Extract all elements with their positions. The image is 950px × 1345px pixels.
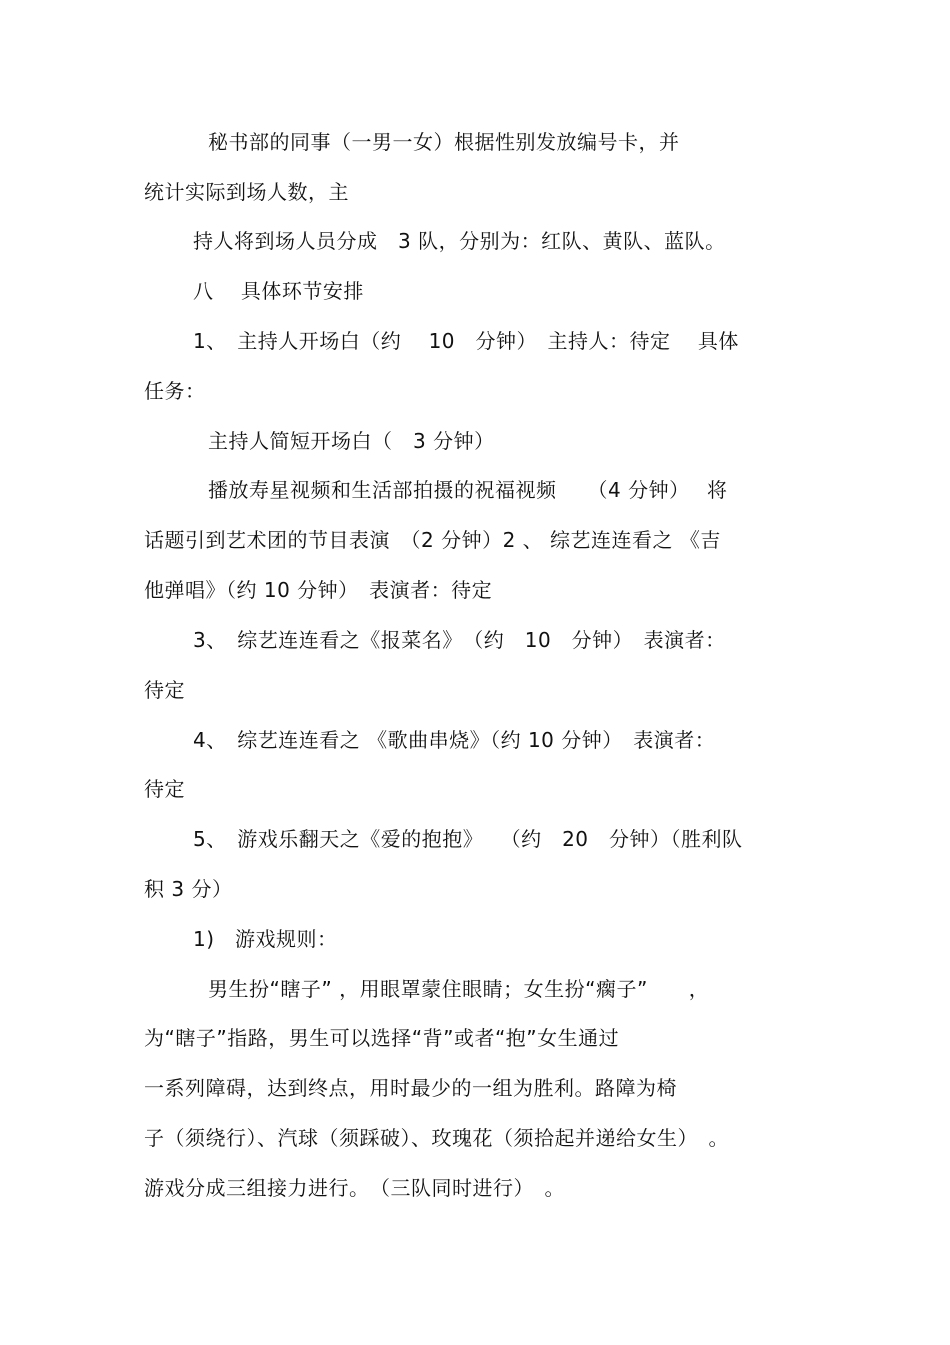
paragraph-line: 男生扮“瞎子” ，用眼罩蒙住眼睛；女生扮“瘸子” ，: [208, 977, 710, 1001]
paragraph-line: 统计实际到场人数，主: [144, 180, 349, 204]
paragraph-line: 任务：: [144, 379, 206, 403]
sub-list-item: 1) 游戏规则：: [193, 927, 338, 951]
section-heading: 八 具体环节安排: [193, 279, 364, 303]
paragraph-line: 持人将到场人员分成 3 队，分别为：红队、黄队、蓝队。: [193, 229, 726, 253]
paragraph-line: 一系列障碍，达到终点，用时最少的一组为胜利。路障为椅: [144, 1076, 677, 1100]
paragraph-line: 游戏分成三组接力进行。 （三队同时进行） 。: [144, 1176, 565, 1200]
list-item: 3、 综艺连连看之《报菜名》 （约 10 分钟） 表演者：: [193, 628, 726, 652]
list-item: 5、 游戏乐翻天之《爱的抱抱》 （约 20 分钟）（胜利队: [193, 827, 743, 851]
paragraph-line: 他弹唱》（约 10 分钟） 表演者：待定: [144, 578, 493, 602]
paragraph-line: 主持人简短开场白（ 3 分钟）: [208, 429, 495, 453]
paragraph-line: 积 3 分）: [144, 877, 233, 901]
paragraph-line: 待定: [144, 678, 185, 702]
paragraph-line: 秘书部的同事（一男一女）根据性别发放编号卡，并: [208, 130, 680, 154]
paragraph-line: 话题引到艺术团的节目表演 （2 分钟）2 、 综艺连连看之 《吉: [144, 528, 721, 552]
paragraph-line: 待定: [144, 777, 185, 801]
paragraph-line: 播放寿星视频和生活部拍摄的祝福视频 （4 分钟） 将: [208, 478, 728, 502]
list-item: 1、 主持人开场白（约 10 分钟） 主持人：待定 具体: [193, 329, 739, 353]
list-item: 4、 综艺连连看之 《歌曲串烧》（约 10 分钟） 表演者：: [193, 728, 716, 752]
paragraph-line: 为“瞎子”指路，男生可以选择“背”或者“抱”女生通过: [144, 1026, 620, 1050]
paragraph-line: 子（须绕行）、汽球（须踩破）、玫瑰花（须拾起并递给女生） 。: [144, 1126, 729, 1150]
